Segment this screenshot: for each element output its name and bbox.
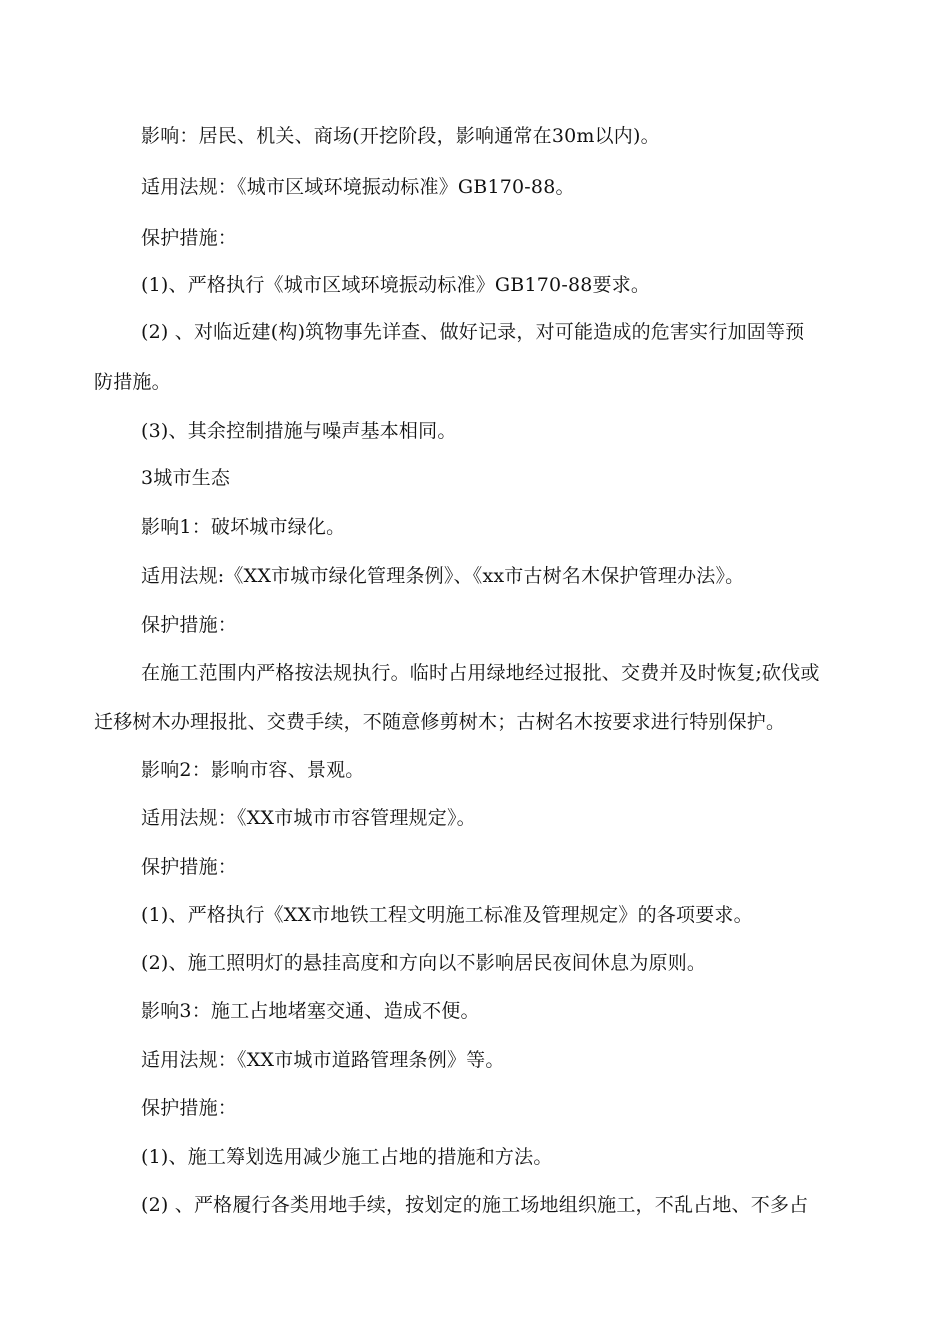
paragraph-line: 适用法规：《XX市城市道路管理条例》等。: [141, 1049, 505, 1071]
paragraph-line: 保护措施：: [141, 614, 238, 636]
paragraph-line: 影响1：破坏城市绿化。: [141, 516, 346, 538]
paragraph-line: (1)、严格执行《城市区域环境振动标准》GB170-88要求。: [141, 274, 651, 296]
paragraph-line: 防措施。: [94, 371, 171, 393]
paragraph-line: 适用法规：《XX市城市市容管理规定》。: [141, 807, 476, 829]
paragraph-line: 迁移树木办理报批、交费手续，不随意修剪树木；古树名木按要求进行特别保护。: [94, 711, 786, 733]
paragraph-line: 适用法规：《城市区域环境振动标准》GB170-88。: [141, 176, 575, 198]
paragraph-line: (2)、施工照明灯的悬挂高度和方向以不影响居民夜间休息为原则。: [141, 952, 707, 974]
paragraph-line: 保护措施：: [141, 227, 238, 249]
paragraph-line: 适用法规:《XX市城市绿化管理条例》、《xx市古树名木保护管理办法》。: [141, 565, 745, 587]
paragraph-line: (3)、其余控制措施与噪声基本相同。: [141, 420, 457, 442]
paragraph-line: 保护措施：: [141, 856, 238, 878]
paragraph-line: (1)、施工筹划选用减少施工占地的措施和方法。: [141, 1146, 553, 1168]
paragraph-line: 在施工范围内严格按法规执行。临时占用绿地经过报批、交费并及时恢复;砍伐或: [141, 662, 820, 684]
paragraph-line: (2) 、严格履行各类用地手续，按划定的施工场地组织施工，不乱占地、不多占: [141, 1194, 809, 1216]
paragraph-line: (1)、严格执行《XX市地铁工程文明施工标准及管理规定》的各项要求。: [141, 904, 753, 926]
paragraph-line: 影响2：影响市容、景观。: [141, 759, 365, 781]
section-heading: 3城市生态: [141, 467, 231, 489]
paragraph-line: 影响3：施工占地堵塞交通、造成不便。: [141, 1000, 480, 1022]
paragraph-line: (2) 、对临近建(构)筑物事先详查、做好记录，对可能造成的危害实行加固等预: [141, 321, 805, 343]
paragraph-line: 保护措施：: [141, 1097, 238, 1119]
paragraph-line: 影响：居民、机关、商场(开挖阶段，影响通常在30m以内)。: [141, 125, 660, 147]
